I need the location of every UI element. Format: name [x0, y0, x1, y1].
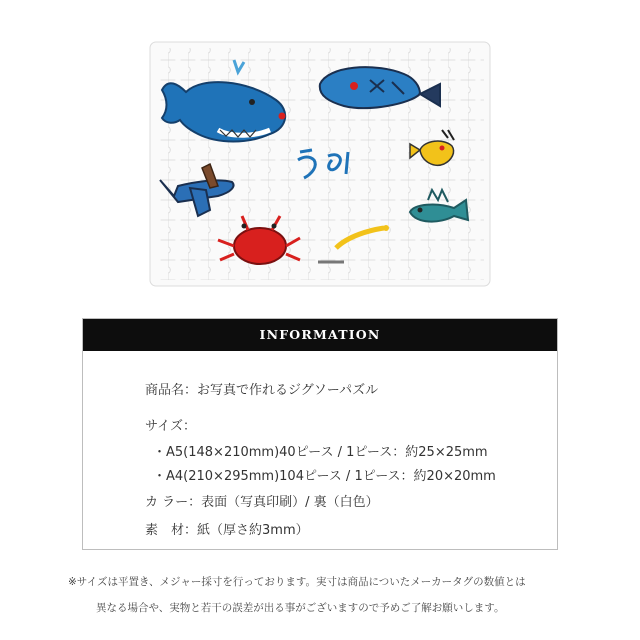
product-name-value: お写真で作れるジグソーパズル — [197, 383, 379, 398]
size-note-line1: ※サイズは平置き、メジャー採寸を行っております。実寸は商品についたメーカータグの数値とは — [68, 576, 526, 588]
size-a4: ・A4(210×295mm)104ピース / 1ピース：約20×20mm — [153, 469, 496, 484]
size-note-line2: 異なる場合や、実物と若干の誤差が出る事がございますので予めご了解お願いします。 — [96, 602, 505, 614]
material-value: 紙（厚さ約3mm） — [197, 523, 309, 538]
color-label: カ ラー： — [145, 495, 202, 510]
product-name-label: 商品名： — [145, 383, 198, 398]
size-label: サイズ： — [145, 419, 196, 434]
puzzle-illustration — [148, 40, 492, 288]
color-row — [145, 491, 379, 510]
puzzle-photo — [148, 40, 492, 288]
information-box — [82, 318, 558, 550]
material-row — [145, 519, 309, 538]
color-value: 表面（写真印刷）/ 裏（白色） — [201, 495, 379, 510]
size-a5: ・A5(148×210mm)40ピース / 1ピース：約25×25mm — [153, 445, 488, 460]
material-label: 素 材： — [145, 523, 198, 538]
information-header: INFORMATION — [83, 319, 557, 351]
product-name-row — [145, 379, 378, 398]
